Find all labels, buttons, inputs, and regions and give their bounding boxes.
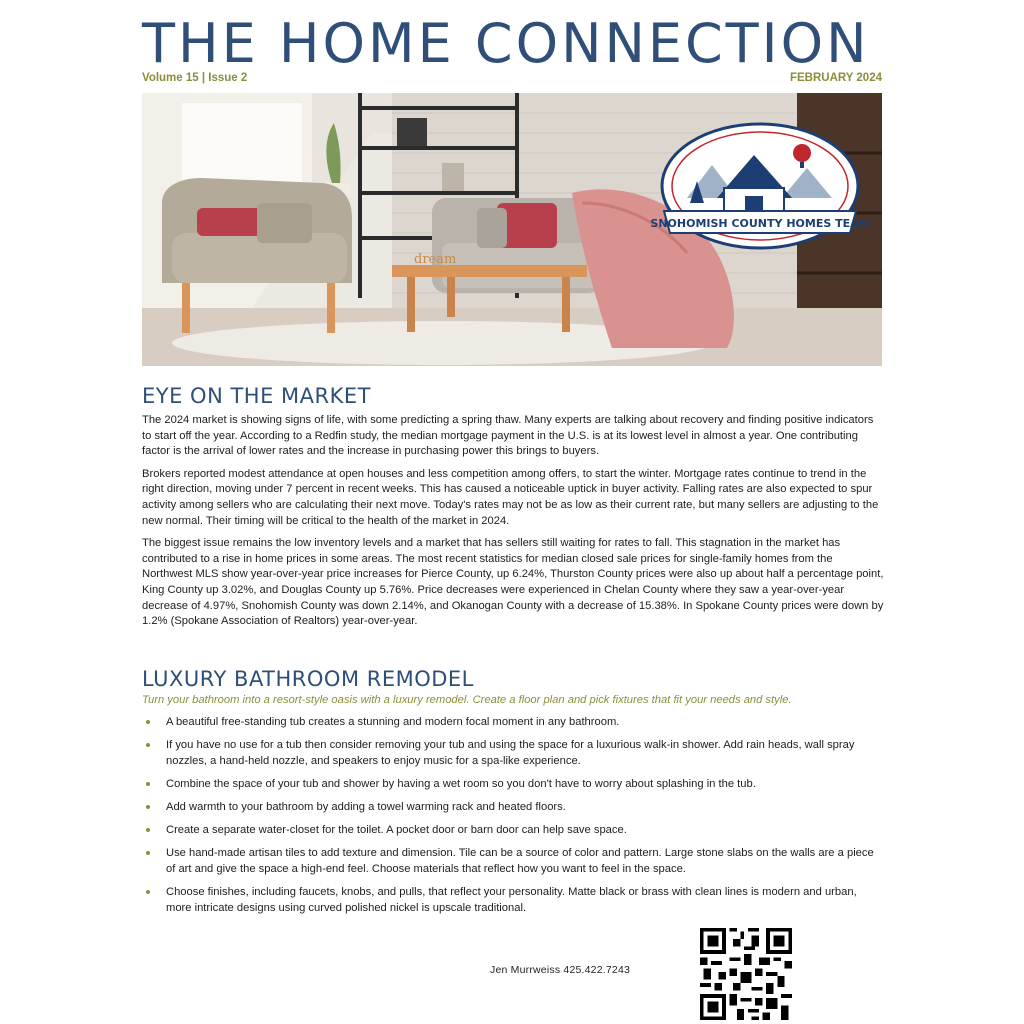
list-item (142, 884, 884, 916)
bullet-icon (146, 720, 150, 724)
market-body (142, 413, 884, 637)
bullet-text: Add warmth to your bathroom by adding a towel warming rack and heated floors. (166, 801, 566, 813)
issue-date: FEBRUARY 2024 (789, 72, 882, 84)
bullet-text: Combine the space of your tub and shower by having a wet room so you don't have to worry about splashing in the tub. (166, 778, 756, 790)
remodel-intro: Turn your bathroom into a resort-style oasis with a luxury remodel. Create a floor plan and pick fixtures that fit your needs and style. (142, 694, 792, 706)
bullet-icon (146, 743, 150, 747)
bullet-text: A beautiful free-standing tub creates a stunning and modern focal moment in any bathroom. (166, 716, 620, 728)
list-item (142, 776, 884, 792)
market-paragraph: The 2024 market is showing signs of life, with some predicting a spring thaw. Many experts are talking about recovery and finding positive indicators to start off the year. According to a Redfin study, the median mortgage payment in the U.S. is at its lowest level in almost a year. One contributing factor is the arrival of lower rates and the increase in purchasing power this brings to buyers. (142, 414, 874, 458)
issue-info: Volume 15 | Issue 2 (142, 72, 248, 84)
bullet-icon (146, 805, 150, 809)
list-item (142, 714, 884, 730)
bullet-icon (146, 828, 150, 832)
list-item (142, 799, 884, 815)
bullet-icon (146, 782, 150, 786)
bullet-text: Use hand-made artisan tiles to add texture and dimension. Tile can be a source of color and pattern. Large stone slabs on the walls are a piece of art and give the space a high-end feel. Choose materials that reflect how you want to feel in the space. (166, 847, 874, 875)
list-item (142, 845, 884, 877)
newsletter-title: THE HOME CONNECTION (142, 12, 870, 75)
list-item (142, 822, 884, 838)
bullet-text: Create a separate water-closet for the toilet. A pocket door or barn door can help save space. (166, 824, 627, 836)
bullet-text: Choose finishes, including faucets, knobs, and pulls, that reflect your personality. Matte black or brass with clean lines is modern and urban, more intricate designs using curved polished nickel is upscale traditional. (166, 886, 857, 914)
market-paragraph: Brokers reported modest attendance at open houses and less competition among offers, to start the winter. Mortgage rates continue to trend in the right direction, moving under 7 percent in recent weeks. This has caused a noticeable uptick in buyer activity. Falling rates are also expected to spur activity among sellers who are calculating their next move. Today's rates may not be as low as their current rate, but many sellers are adjusting to the new normal. Their timing will be critical to the health of the market in 2024. (142, 467, 879, 527)
bullet-icon (146, 851, 150, 855)
hero-image (142, 93, 882, 366)
logo-text: SNOHOMISH COUNTY HOMES TEAM (650, 217, 870, 230)
remodel-bullet-list (142, 714, 884, 923)
decor-word: dream (414, 252, 457, 267)
qr-code[interactable] (700, 928, 792, 1020)
list-item (142, 737, 884, 769)
bullet-icon (146, 890, 150, 894)
contact-info: Jen Murrweiss 425.422.7243 (490, 964, 631, 976)
remodel-heading: LUXURY BATHROOM REMODEL (142, 667, 474, 691)
bullet-text: If you have no use for a tub then consider removing your tub and using the space for a luxurious walk-in shower. Add rain heads, wall spray nozzles, a hand-held nozzle, and speakers to enjoy music for a spa-like experience. (166, 739, 855, 767)
market-paragraph: The biggest issue remains the low inventory levels and a market that has sellers still waiting for rates to fall. This stagnation in the market has contributed to a rise in home prices in some areas. The most recent statistics for median closed sale prices for single-family homes from the Northwest MLS show year-over-year price increases for Pierce County, up 6.24%, Thurston County prices were also up about half a percentage point, King County up 3.02%, and Douglas County up 5.76%. Price decreases were experienced in Chelan County where they saw a year-over-year decrease of 4.97%, Snohomish County was down 2.14%, and Okanogan County with a decrease of 15.38%. In Spokane County prices were down by 1.2% (Spokane Association of Realtors) year-over-year. (142, 537, 884, 628)
living-room-illustration (142, 93, 882, 366)
market-heading: EYE ON THE MARKET (142, 384, 371, 408)
